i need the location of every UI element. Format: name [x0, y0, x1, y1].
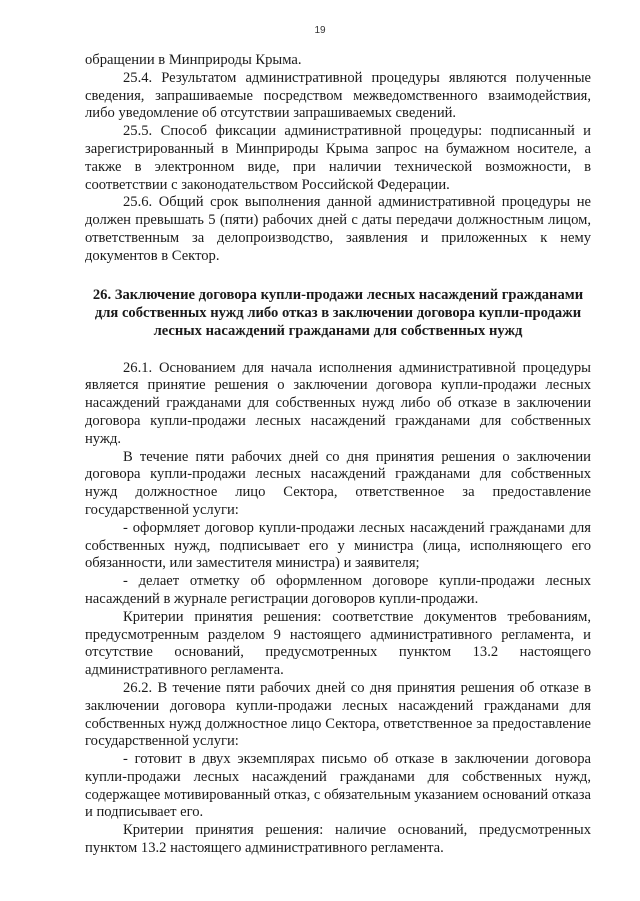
- section-heading-26: 26. Заключение договора купли-продажи лесных насаждений гражданами для собственных нужд либо отказ в заключении договора купли-продажи лесных насаждений гражданами для собственных нужд: [92, 286, 584, 339]
- paragraph-25-5: 25.5. Способ фиксации административной процедуры: подписанный и зарегистрированный в Минприроды Крыма запрос на бумажном носителе, а также в электронном виде, при наличии технической возможности, в соответствии с законодательством Российской Федерации.: [85, 123, 591, 193]
- paragraph-decision-criteria-1: Критерии принятия решения: соответствие документов требованиям, предусмотренным разделом 9 настоящего административного регламента, и отсутствие оснований, предусмотренных пунктом 13.2 настоящего административного регламента.: [85, 608, 591, 679]
- paragraph-continuation: обращении в Минприроды Крыма.: [85, 52, 302, 68]
- page-number: 19: [314, 25, 326, 36]
- paragraph-25-6: 25.6. Общий срок выполнения данной административной процедуры не должен превышать 5 (пяти) рабочих дней с даты передачи должностным лицом, ответственным за делопроизводство, заявления и приложенных к нему документов в Сектор.: [85, 194, 591, 264]
- paragraph-within-five-days: В течение пяти рабочих дней со дня принятия решения о заключении договора купли-продажи лесных насаждений гражданами для собственных нужд должностное лицо Сектора, ответственное за предоставление государственной услуги:: [85, 448, 591, 518]
- paragraph-26-2: 26.2. В течение пяти рабочих дней со дня принятия решения об отказе в заключении договора купли-продажи лесных насаждений гражданами для собственных нужд должностное лицо Сектора, ответственное за предоставление государственной услуги:: [85, 679, 591, 750]
- paragraph-decision-criteria-2: Критерии принятия решения: наличие оснований, предусмотренных пунктом 13.2 настоящего административного регламента.: [85, 822, 591, 857]
- paragraph-26-1: 26.1. Основанием для начала исполнения административной процедуры является принятие решения о заключении договора купли-продажи лесных насаждений гражданами для собственных нужд либо об отказе в заключении договора купли-продажи лесных насаждений гражданами для собственных нужд.: [85, 359, 591, 447]
- paragraph-25-4: 25.4. Результатом административной процедуры являются полученные сведения, запрашиваемые посредством межведомственного взаимодействия, либо уведомление об отсутствии запрашиваемых сведений.: [85, 69, 591, 122]
- list-item-refusal-letter: - готовит в двух экземплярах письмо об отказе в заключении договора купли-продажи лесных насаждений гражданами для собственных нужд, содержащее мотивированный отказ, с обязательным указанием оснований отказа и подписывает его.: [85, 751, 591, 821]
- document-body: [85, 52, 591, 858]
- list-item-prepare-contract: - оформляет договор купли-продажи лесных насаждений гражданами для собственных нужд, подписывает его у министра (лица, исполняющего его обязанности, или заместителя министра) и заявителя;: [85, 519, 591, 572]
- section-heading-block: [85, 286, 591, 340]
- list-item-register-contract: - делает отметку об оформленном договоре купли-продажи лесных насаждений в журнале регистрации договоров купли-продажи.: [85, 573, 591, 607]
